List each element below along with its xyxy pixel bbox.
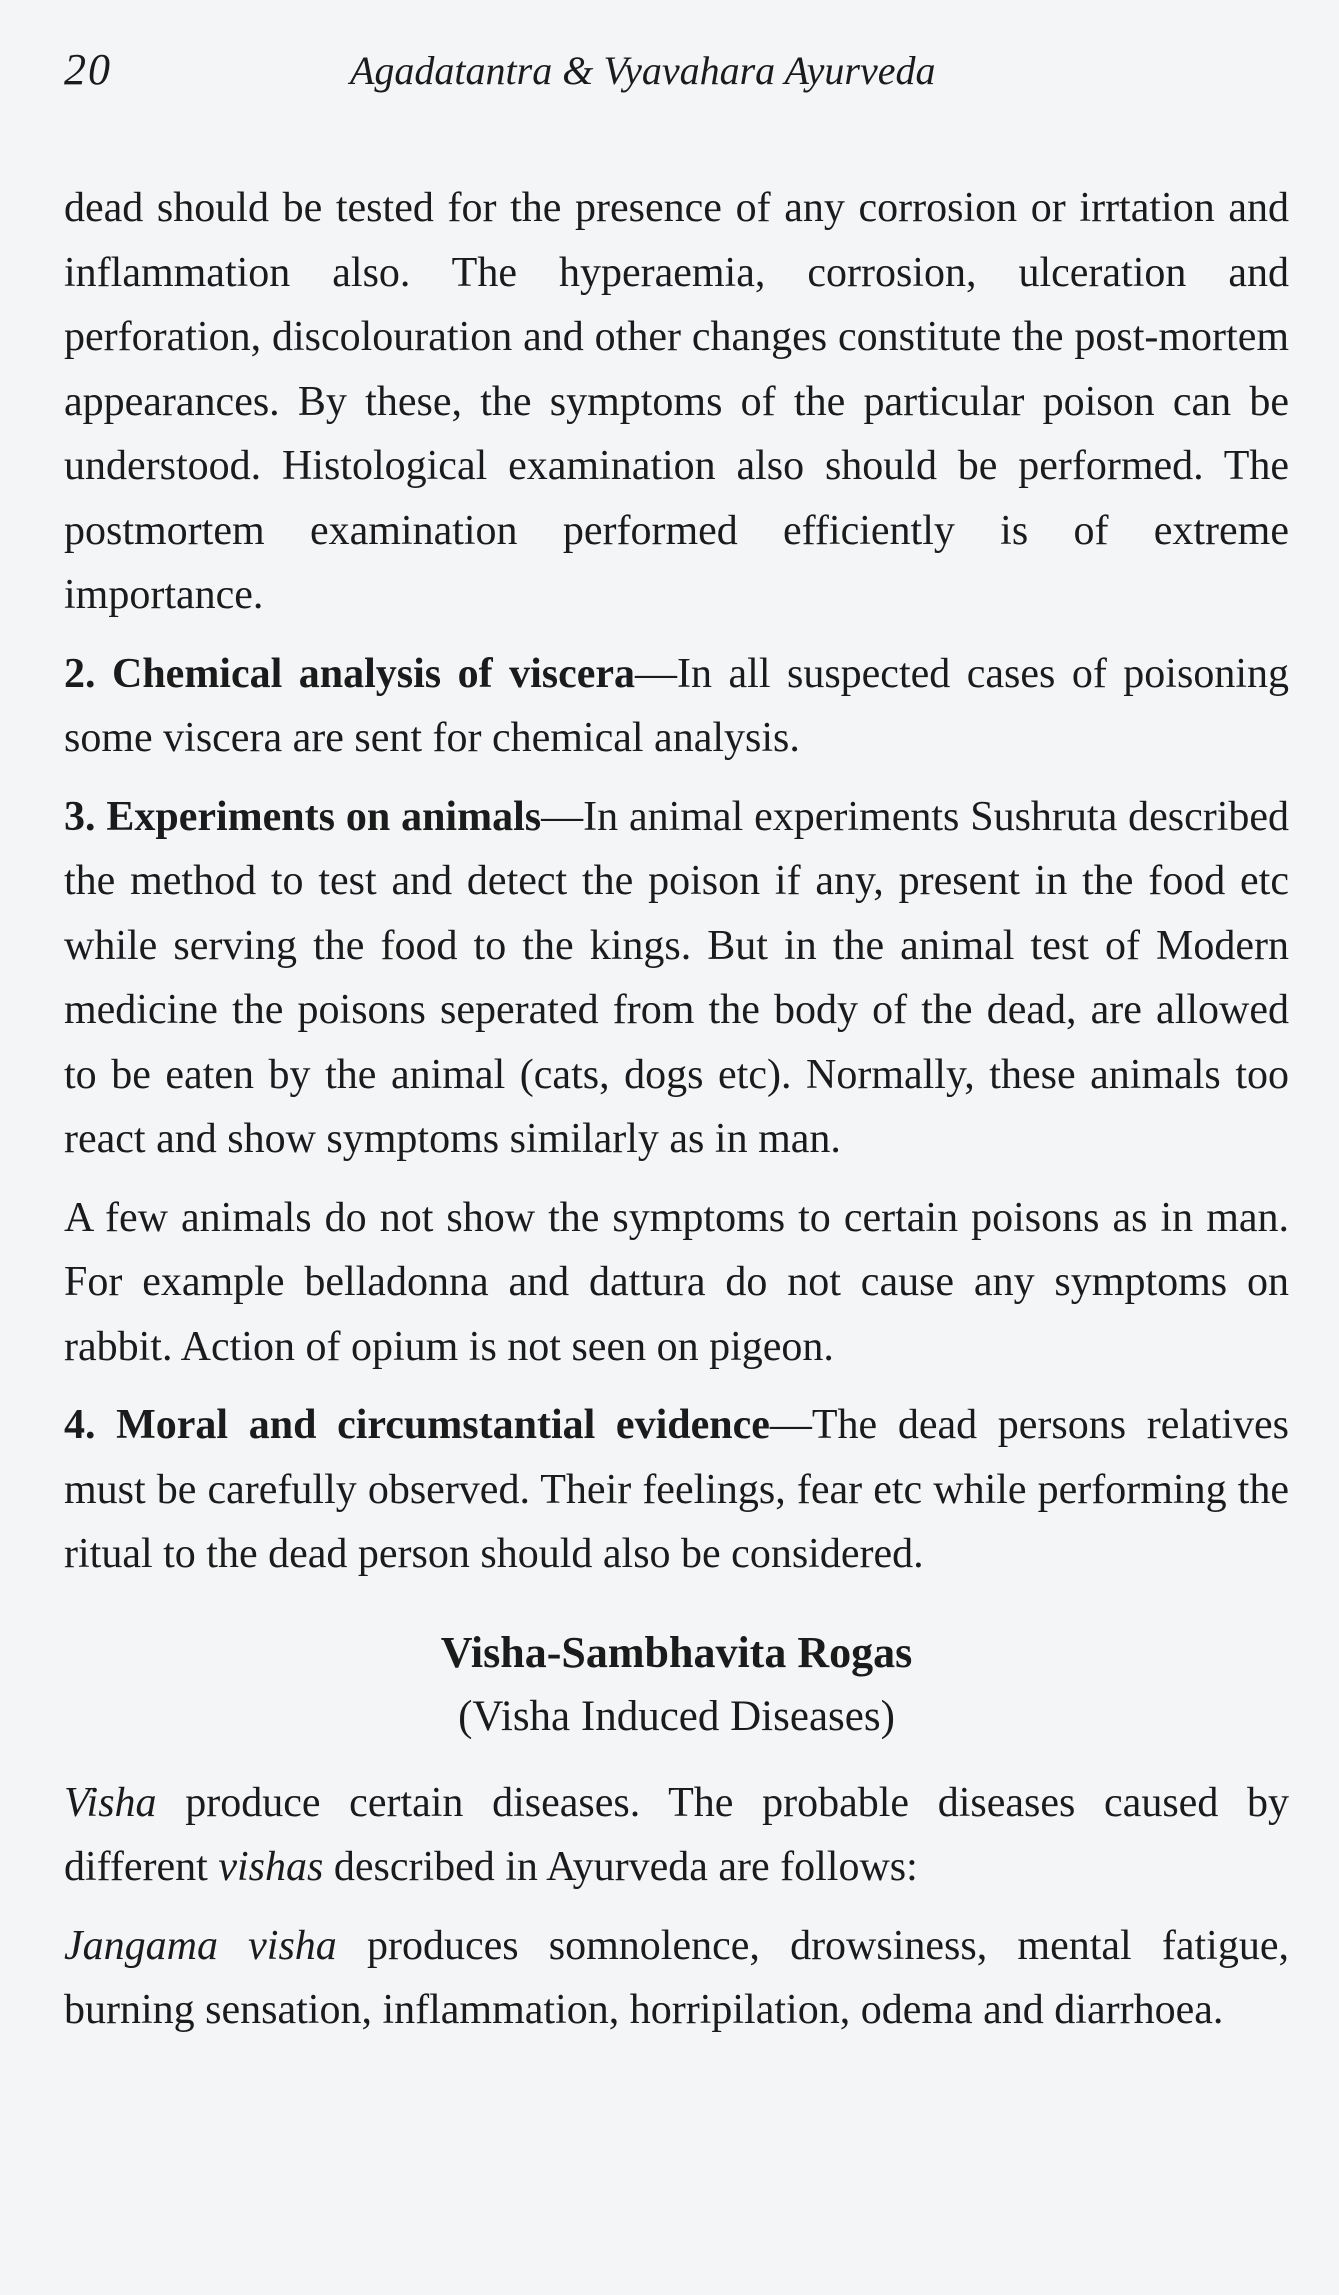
paragraph-postmortem	[64, 176, 1289, 628]
paragraph-chemical-analysis	[64, 642, 1289, 771]
section-title: Visha-Sambhavita Rogas	[440, 1627, 913, 1677]
paragraph-text: produce certain diseases. The probable diseases caused by different	[64, 1779, 1289, 1890]
paragraph-animal-exceptions	[64, 1186, 1289, 1380]
paragraph-visha-diseases	[64, 1771, 1289, 1900]
paragraph-text: described in Ayurveda are follows:	[323, 1844, 918, 1890]
italic-term: Jangama visha	[64, 1922, 337, 1969]
paragraph-experiments-animals	[64, 785, 1289, 1172]
paragraph-text: —The dead persons relatives must be carefully observed. Their feelings, fear etc while performing the ritual to the dead person should also be considered.	[64, 1402, 1289, 1577]
paragraph-moral-evidence	[64, 1393, 1289, 1587]
italic-term: vishas	[218, 1844, 324, 1890]
paragraph-text: A few animals do not show the symptoms to certain poisons as in man. For example belladonna and dattura do not cause any symptoms on rabbit. Action of opium is not seen on pigeon.	[64, 1194, 1289, 1370]
paragraph-text: —In animal experiments Sushruta described the method to test and detect the poison if any, present in the food etc while serving the food to the kings. But in the animal test of Modern medicine the poisons seperated from the body of the dead, are allowed to be eaten by the animal (cats, dogs etc). Normally, these animals too react and show symptoms similarly as in man.	[64, 793, 1290, 1162]
paragraph-text: —In all suspected cases of poisoning some viscera are sent for chemical analysis.	[64, 650, 1289, 761]
paragraph-lead-heading: 2. Chemical analysis of viscera	[64, 650, 636, 697]
italic-term: Visha	[64, 1779, 157, 1826]
paragraph-lead-heading: 3. Experiments on animals	[64, 793, 542, 840]
section-heading	[64, 1621, 1289, 1749]
paragraph-jangama-visha	[64, 1914, 1289, 2043]
paragraph-lead-heading: 4. Moral and circumstantial evidence	[64, 1402, 770, 1448]
paragraph-text: dead should be tested for the presence of any corrosion or irrtation and inflammation also. The hyperaemia, corrosion, ulceration and perforation, discolouration and other changes constitute the post-mortem appearances. By these, the symptoms of the particular poison can be understood. Histological examination also should be performed. The postmortem examination performed efficiently is of extreme importance.	[64, 185, 1289, 618]
page-number: 20	[64, 45, 112, 94]
paragraph-text: produces somnolence, drowsiness, mental fatigue, burning sensation, inflammation, horripilation, odema and diarrhoea.	[64, 1922, 1289, 2033]
book-title: Agadatantra & Vyavahara Ayurveda	[350, 48, 936, 93]
section-subtitle: (Visha Induced Diseases)	[458, 1692, 895, 1740]
running-head	[64, 44, 1289, 114]
